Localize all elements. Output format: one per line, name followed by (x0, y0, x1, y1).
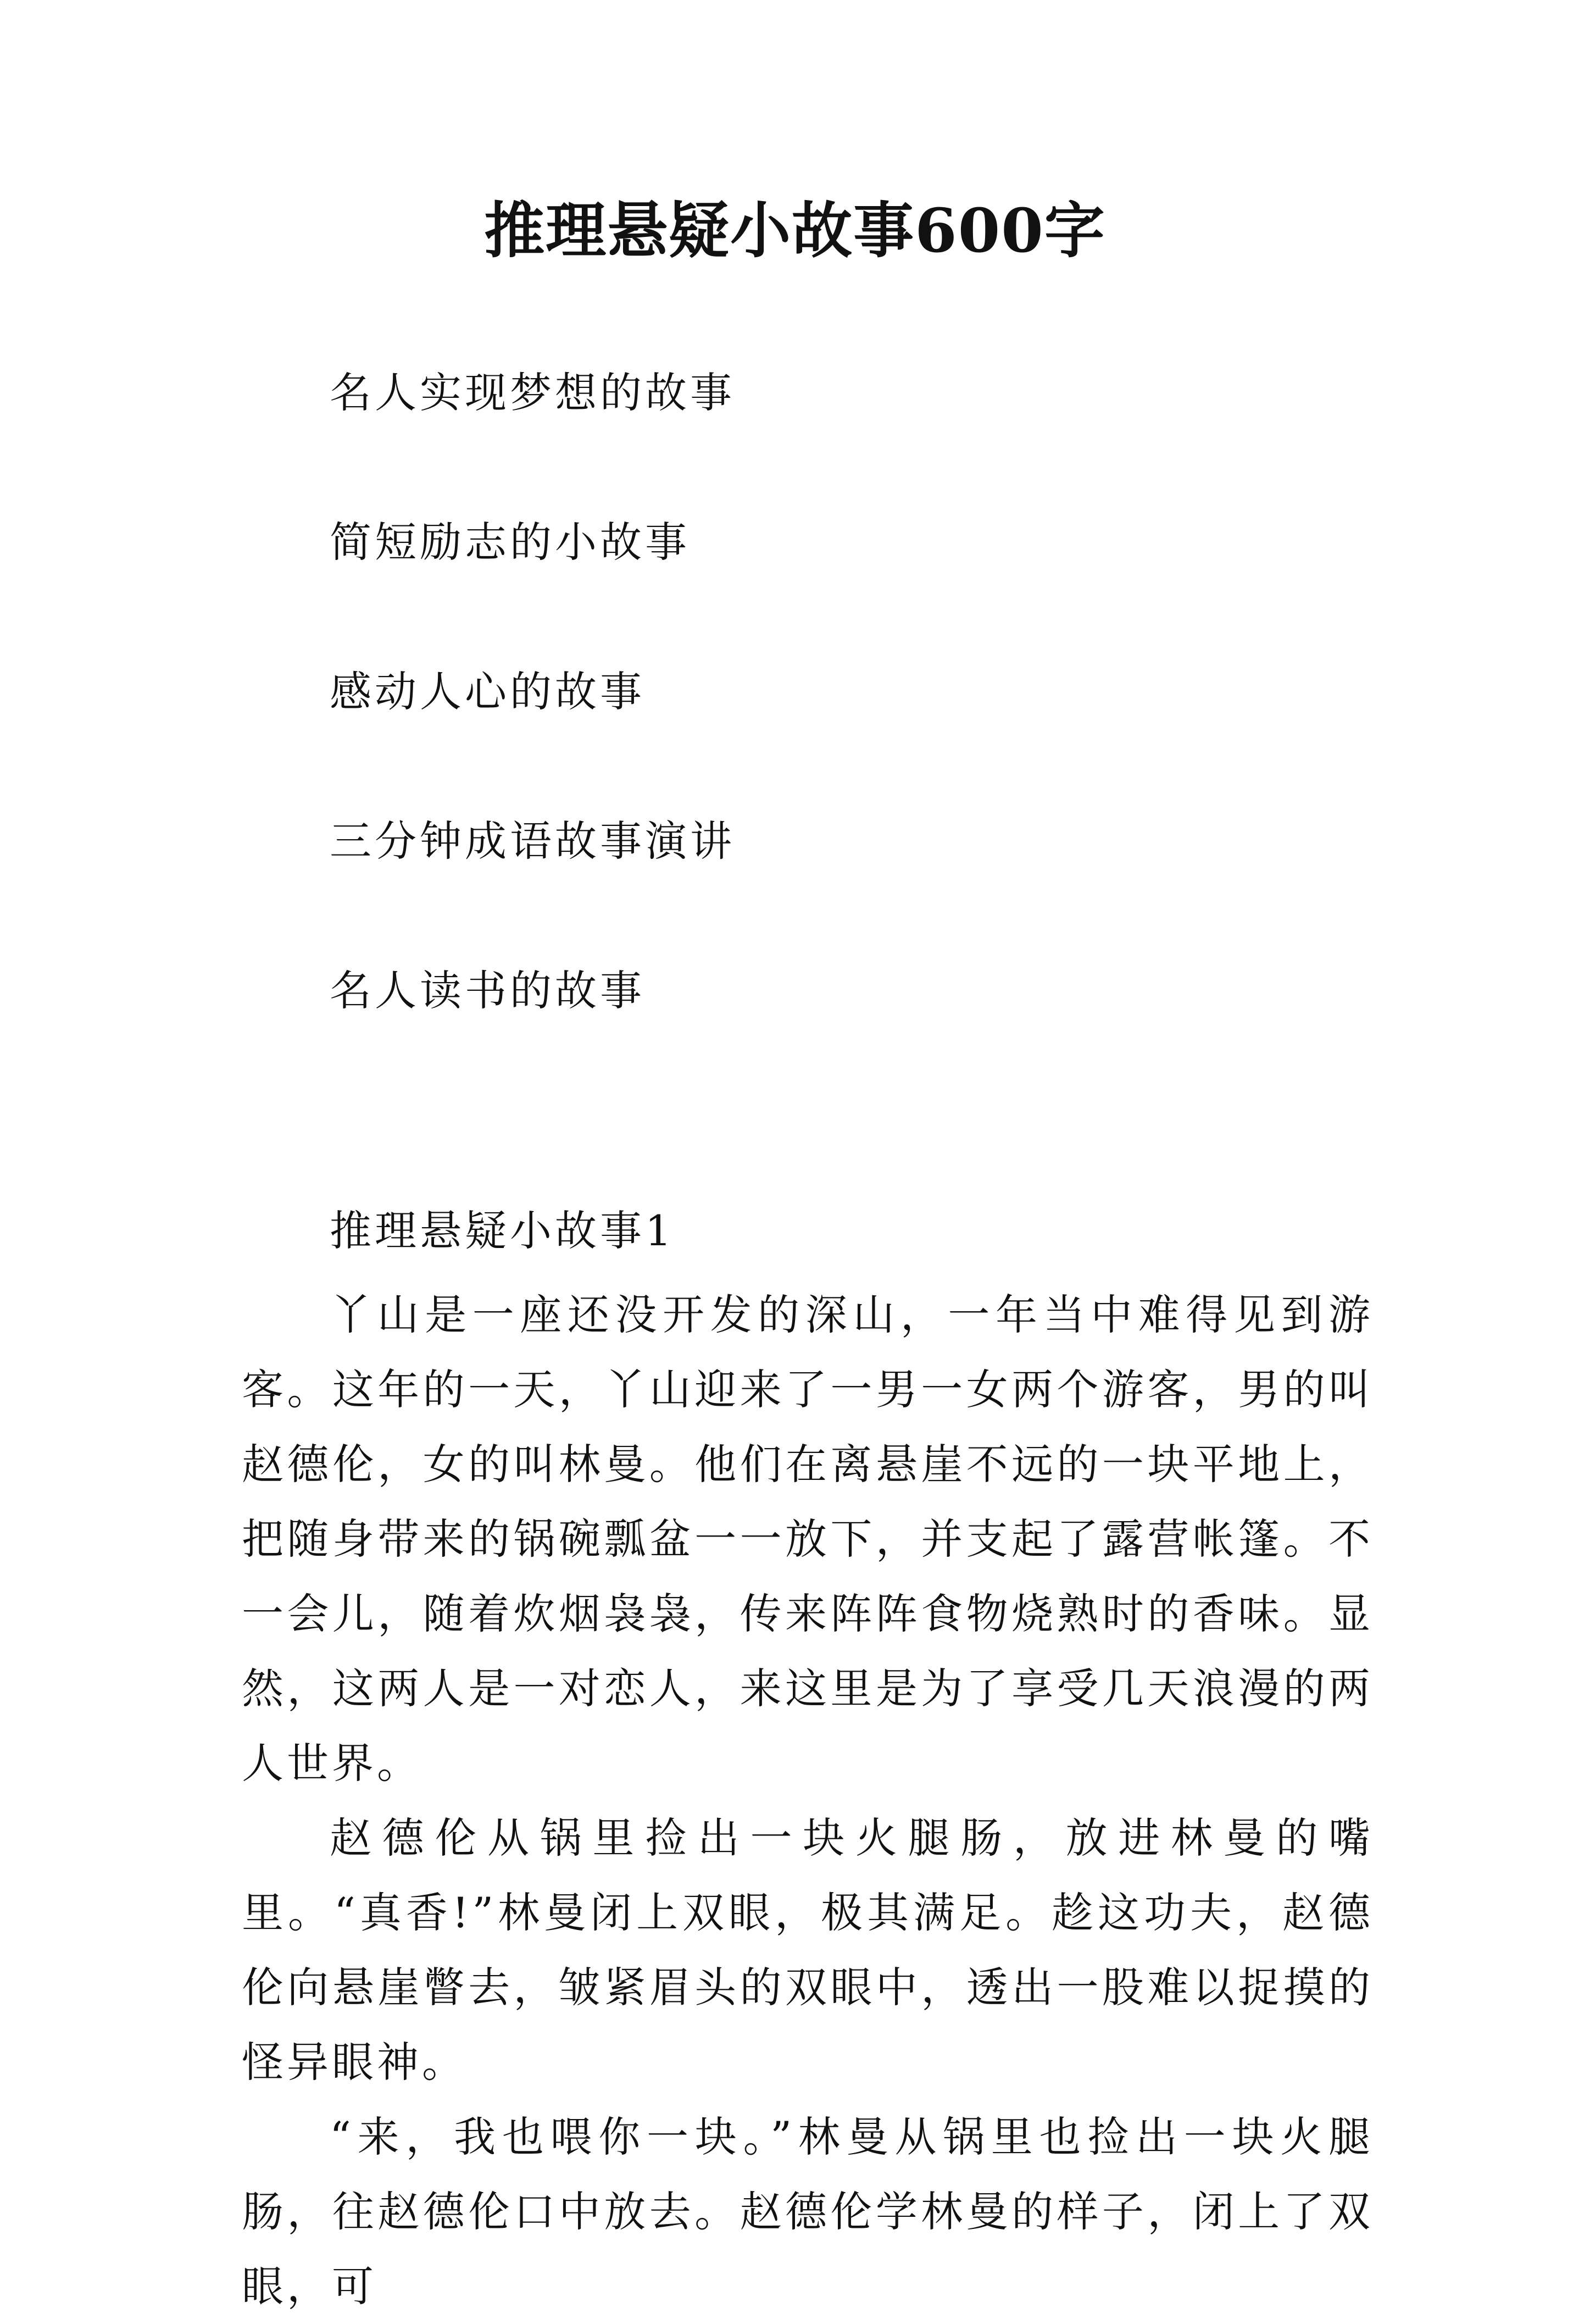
story-paragraph: “来，我也喂你一块。”林曼从锅里也捡出一块火腿肠，往赵德伦口中放去。赵德伦学林曼的样子，闭上了双眼，可 (242, 2112, 1374, 2311)
related-link-item[interactable]: 三分钟成语故事演讲 (330, 817, 735, 866)
story-paragraph: 赵德伦从锅里捡出一块火腿肠，放进林曼的嘴里。“真香!”林曼闭上双眼，极其满足。趁这功夫，赵德伦向悬崖瞥去，皱紧眉头的双眼中，透出一股难以捉摸的怪异眼神。 (242, 1813, 1374, 2087)
story-paragraph: 丫山是一座还没开发的深山，一年当中难得见到游客。这年的一天，丫山迎来了一男一女两个游客，男的叫赵德伦，女的叫林曼。他们在离悬崖不远的一块平地上，把随身带来的锅碗瓢盆一一放下，并支起了露营帐篷。不一会儿，随着炊烟袅袅，传来阵阵食物烧熟时的香味。显然，这两人是一对恋人，来这里是为了享受几天浪漫的两人世界。 (242, 1290, 1374, 1788)
story-body (242, 1278, 1374, 2324)
story-heading: 推理悬疑小故事1 (330, 1206, 675, 1255)
related-link-item[interactable]: 名人实现梦想的故事 (330, 368, 735, 417)
related-links-list (330, 363, 1428, 1110)
related-link-item[interactable]: 简短励志的小故事 (330, 518, 690, 567)
related-link-item[interactable]: 感动人心的故事 (330, 667, 645, 716)
related-link-item[interactable]: 名人读书的故事 (330, 966, 645, 1015)
document-title: 推理悬疑小故事600字 (484, 195, 1106, 266)
